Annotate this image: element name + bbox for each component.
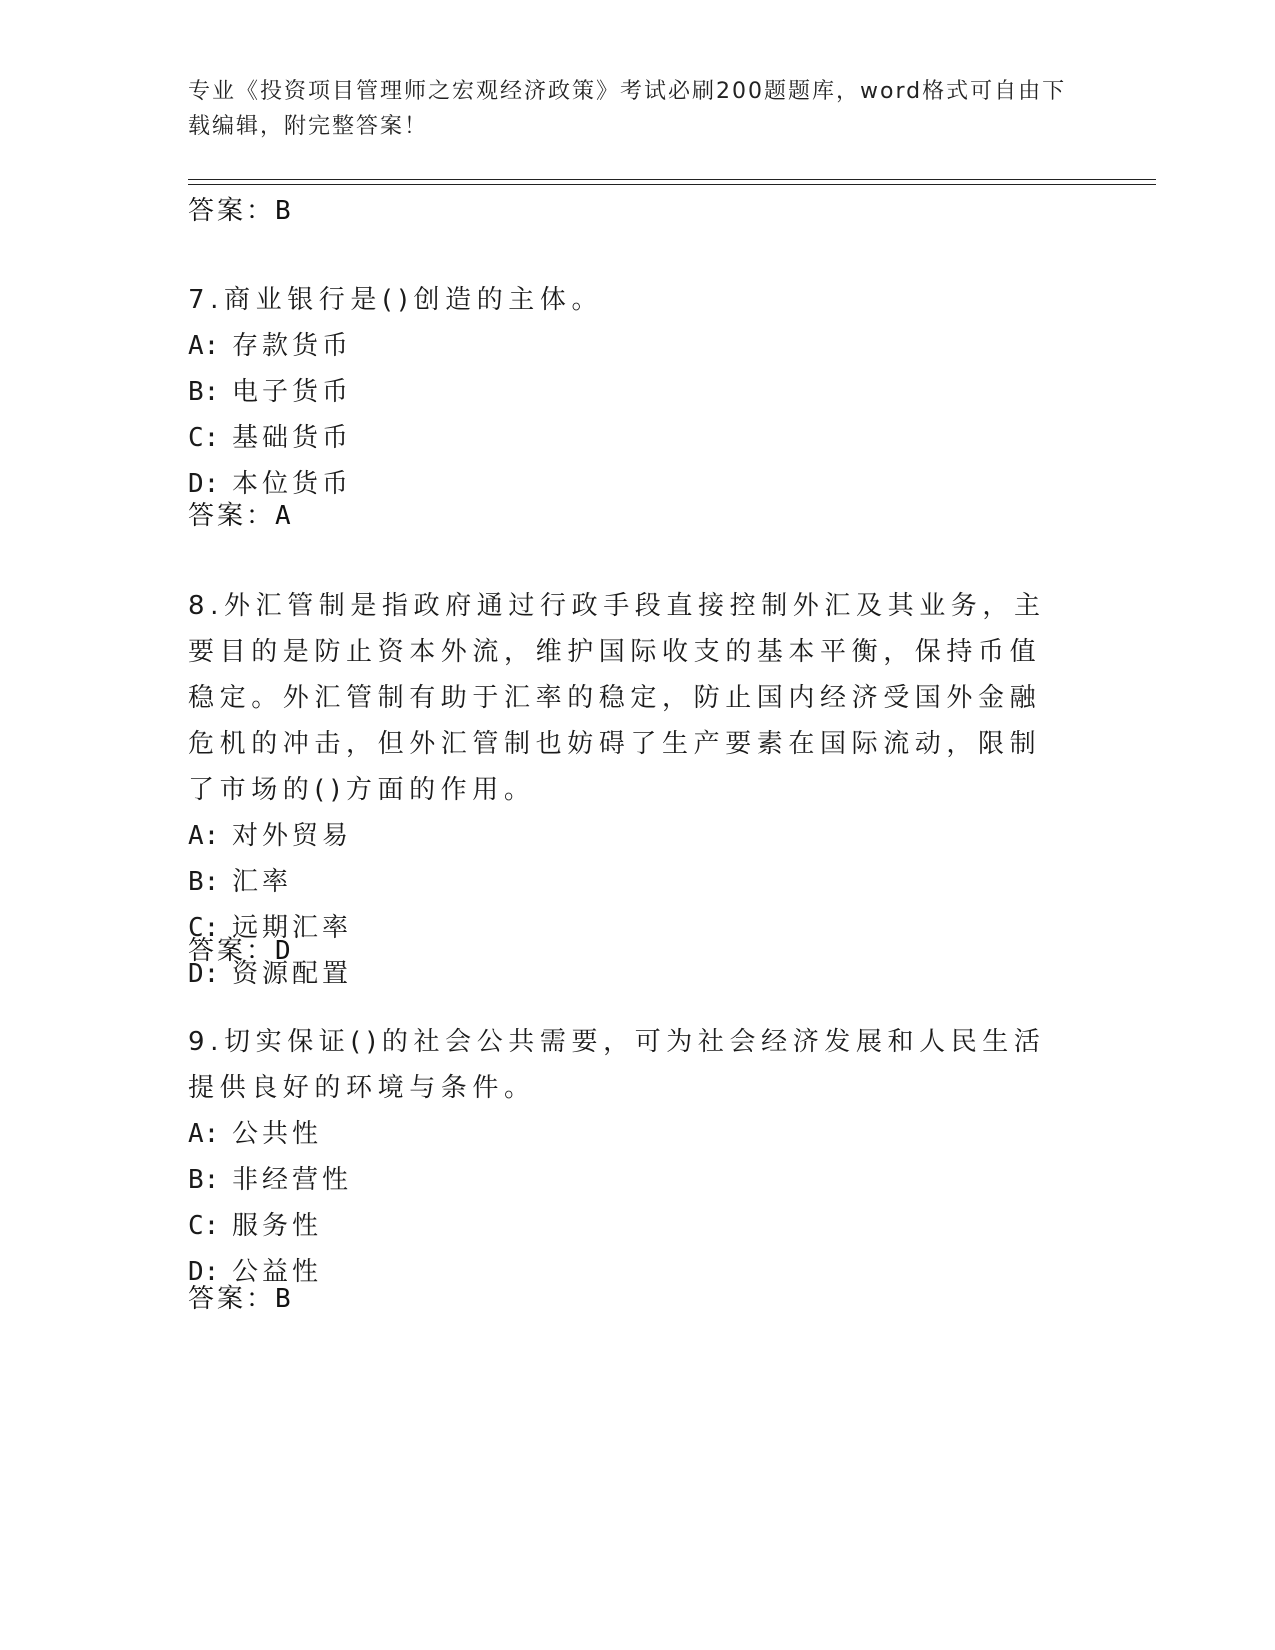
option-c [188,415,1068,461]
option-letter: D: [188,959,220,989]
option-letter: C: [188,1211,220,1241]
question-8-answer [188,930,291,967]
option-a [188,813,1068,859]
option-a [188,1111,1068,1157]
question-stem: 9.切实保证()的社会公共需要，可为社会经济发展和人民生活提供良好的环境与条件。 [188,1027,1046,1103]
option-b [188,859,1068,905]
option-c [188,1203,1068,1249]
option-a [188,323,1068,369]
answer-label: 答案： [188,1284,276,1314]
question-7 [188,277,1068,507]
answer-label: 答案： [188,936,276,966]
question-9 [188,1019,1068,1295]
answer-label: 答案： [188,501,276,531]
option-text: 存款货币 [232,331,353,361]
option-text: 非经营性 [232,1165,353,1195]
option-letter: B: [188,867,220,897]
option-letter: A: [188,1119,220,1149]
option-letter: D: [188,1257,220,1287]
option-d [188,461,1068,507]
header-divider-bottom [188,184,1156,185]
answer-value: B [275,196,291,226]
option-text: 基础货币 [232,423,353,453]
option-letter: B: [188,1165,220,1195]
option-letter: C: [188,423,220,453]
answer-value: A [275,501,291,531]
option-c [188,905,1068,951]
previous-answer [188,190,291,227]
option-letter: B: [188,377,220,407]
option-d [188,951,1068,997]
option-text: 服务性 [232,1211,323,1241]
question-stem: 7.商业银行是()创造的主体。 [188,285,604,315]
option-letter: C: [188,913,220,943]
answer-value: B [275,1284,291,1314]
option-letter: D: [188,469,220,499]
question-9-answer [188,1278,291,1315]
option-text: 对外贸易 [232,821,353,851]
option-letter: A: [188,331,220,361]
option-b [188,1157,1068,1203]
option-d [188,1249,1068,1295]
question-7-answer [188,495,291,532]
option-text: 资源配置 [232,959,353,989]
question-8 [188,583,1068,997]
option-text: 电子货币 [232,377,353,407]
option-text: 汇率 [232,867,293,897]
option-text: 远期汇率 [232,913,353,943]
option-text: 公共性 [232,1119,323,1149]
answer-label: 答案： [188,196,276,226]
header-divider-top [188,179,1156,180]
option-letter: A: [188,821,220,851]
option-text: 本位货币 [232,469,353,499]
option-text: 公益性 [232,1257,323,1287]
option-b [188,369,1068,415]
question-stem: 8.外汇管制是指政府通过行政手段直接控制外汇及其业务，主要目的是防止资本外流，维护国际收支的基本平衡，保持币值稳定。外汇管制有助于汇率的稳定，防止国内经济受国外金融危机的冲击，但外汇管制也妨碍了生产要素在国际流动，限制了市场的()方面的作用。 [188,591,1046,805]
answer-value: D [275,936,291,966]
document-header: 专业《投资项目管理师之宏观经济政策》考试必刷200题题库，word格式可自由下载编辑，附完整答案！ [188,79,1067,139]
